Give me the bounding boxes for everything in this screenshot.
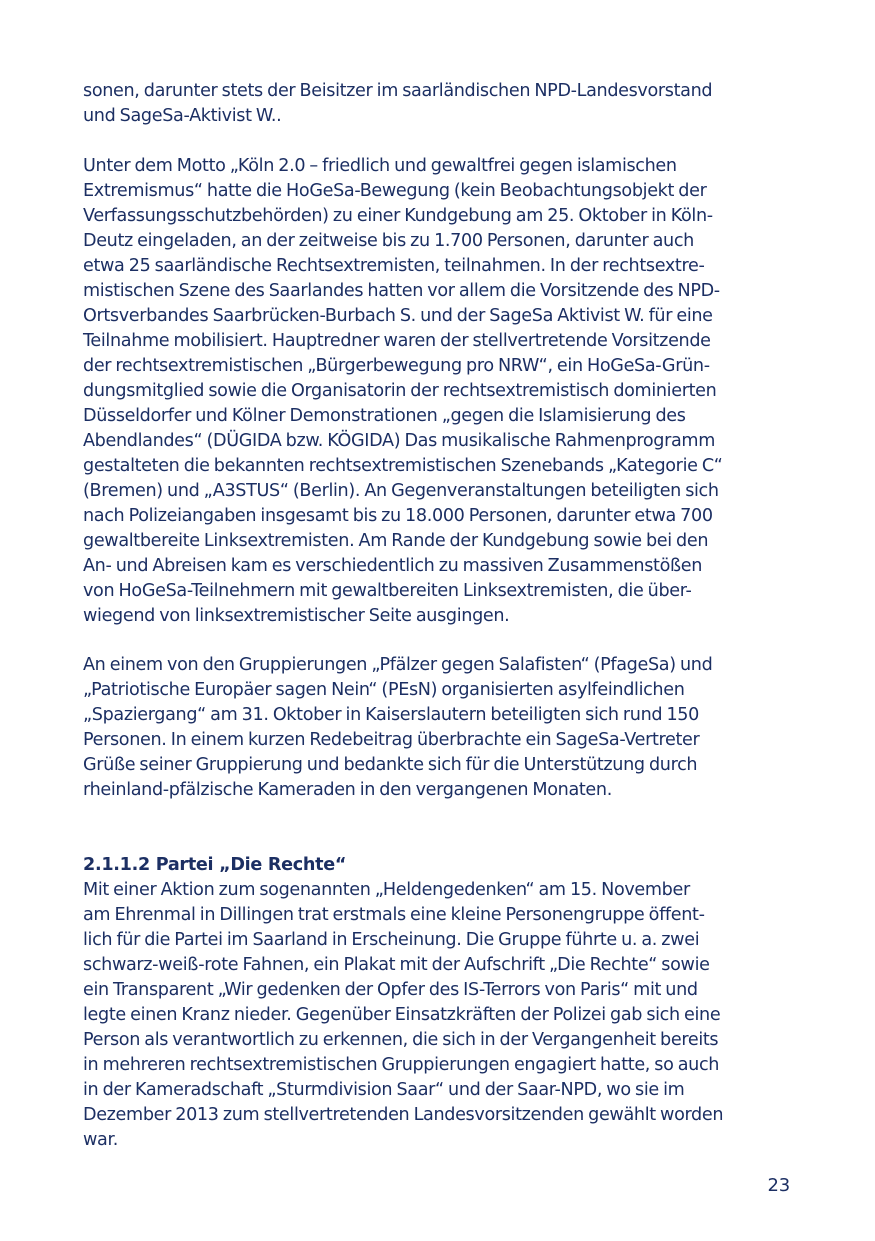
paragraph-hogesa-koeln: [83, 154, 795, 629]
text-line: lich für die Partei im Saarland in Erscheinung. Die Gruppe führte u. a. zwei: [83, 930, 700, 950]
text-line: Abendlandes“ (DÜGIDA bzw. KÖGIDA) Das musikalische Rahmenprogramm: [83, 431, 715, 451]
text-line: Mit einer Aktion zum sogenannten „Heldengedenken“ am 15. November: [83, 880, 690, 900]
text-line: Person als verantwortlich zu erkennen, die sich in der Vergangenheit bereits: [83, 1030, 719, 1050]
text-line: Verfassungsschutzbehörden) zu einer Kundgebung am 25. Oktober in Köln-: [83, 206, 713, 226]
text-line: rheinland-pfälzische Kameraden in den vergangenen Monaten.: [83, 780, 612, 800]
paragraph-die-rechte: [83, 878, 795, 1153]
section-heading: 2.1.1.2 Partei „Die Rechte“: [83, 855, 347, 875]
paragraph-kaiserslautern: [83, 653, 795, 803]
text-line: Extremismus“ hatte die HoGeSa-Bewegung (kein Beobachtungsobjekt der: [83, 181, 707, 201]
section-spacer: [83, 803, 795, 853]
text-line: gestalteten die bekannten rechtsextremistischen Szenebands „Kategorie C“: [83, 456, 723, 476]
text-line: Dezember 2013 zum stellvertretenden Landesvorsitzenden gewählt worden: [83, 1105, 724, 1125]
text-line: Teilnahme mobilisiert. Hauptredner waren der stellvertretende Vorsitzende: [83, 331, 711, 351]
text-line: wiegend von linksextremistischer Seite ausgingen.: [83, 606, 510, 626]
text-line: nach Polizeiangaben insgesamt bis zu 18.000 Personen, darunter etwa 700: [83, 506, 713, 526]
text-line: An- und Abreisen kam es verschiedentlich zu massiven Zusammenstößen: [83, 556, 703, 576]
paragraph-spacer: [83, 129, 795, 154]
text-line: in mehreren rechtsextremistischen Gruppierungen engagiert hatte, so auch: [83, 1055, 720, 1075]
text-line: Unter dem Motto „Köln 2.0 – friedlich und gewaltfrei gegen islamischen: [83, 156, 677, 176]
text-line: ein Transparent „Wir gedenken der Opfer des IS-Terrors von Paris“ mit und: [83, 980, 698, 1000]
page-body: [83, 79, 795, 1153]
text-line: mistischen Szene des Saarlandes hatten vor allem die Vorsitzende des NPD-: [83, 281, 720, 301]
text-line: „Patriotische Europäer sagen Nein“ (PEsN) organisierten asylfeindlichen: [83, 680, 685, 700]
text-line: gewaltbereite Linksextremisten. Am Rande der Kundgebung sowie bei den: [83, 531, 709, 551]
text-line: Deutz eingeladen, an der zeitweise bis zu 1.700 Personen, darunter auch: [83, 231, 694, 251]
text-line: dungsmitglied sowie die Organisatorin der rechtsextremistisch dominierten: [83, 381, 717, 401]
text-line: in der Kameradschaft „Sturmdivision Saar“ und der Saar-NPD, wo sie im: [83, 1080, 685, 1100]
text-line: am Ehrenmal in Dillingen trat erstmals eine kleine Personengruppe öffent-: [83, 905, 705, 925]
text-line: „Spaziergang“ am 31. Oktober in Kaiserslautern beteiligten sich rund 150: [83, 705, 699, 725]
paragraph-continuation: [83, 79, 795, 129]
text-line: Ortsverbandes Saarbrücken-Burbach S. und der SageSa Aktivist W. für eine: [83, 306, 713, 326]
text-line: An einem von den Gruppierungen „Pfälzer gegen Salafisten“ (PfageSa) und: [83, 655, 713, 675]
text-line: und SageSa-Aktivist W..: [83, 106, 282, 126]
text-line: der rechtsextremistischen „Bürgerbewegung pro NRW“, ein HoGeSa-Grün-: [83, 356, 710, 376]
text-line: von HoGeSa-Teilnehmern mit gewaltbereiten Linksextremisten, die über-: [83, 581, 692, 601]
text-line: (Bremen) und „A3STUS“ (Berlin). An Gegenveranstaltungen beteiligten sich: [83, 481, 719, 501]
page-number: 23: [767, 1175, 790, 1196]
text-line: Personen. In einem kurzen Redebeitrag überbrachte ein SageSa-Vertreter: [83, 730, 700, 750]
paragraph-spacer: [83, 629, 795, 653]
text-line: war.: [83, 1130, 118, 1150]
text-line: Düsseldorfer und Kölner Demonstrationen „gegen die Islamisierung des: [83, 406, 686, 426]
text-line: sonen, darunter stets der Beisitzer im saarländischen NPD-Landesvorstand: [83, 81, 713, 101]
text-line: legte einen Kranz nieder. Gegenüber Einsatzkräften der Polizei gab sich eine: [83, 1005, 721, 1025]
text-line: etwa 25 saarländische Rechtsextremisten, teilnahmen. In der rechtsextre-: [83, 256, 705, 276]
text-line: schwarz-weiß-rote Fahnen, ein Plakat mit der Aufschrift „Die Rechte“ sowie: [83, 955, 710, 975]
text-line: Grüße seiner Gruppierung und bedankte sich für die Unterstützung durch: [83, 755, 698, 775]
